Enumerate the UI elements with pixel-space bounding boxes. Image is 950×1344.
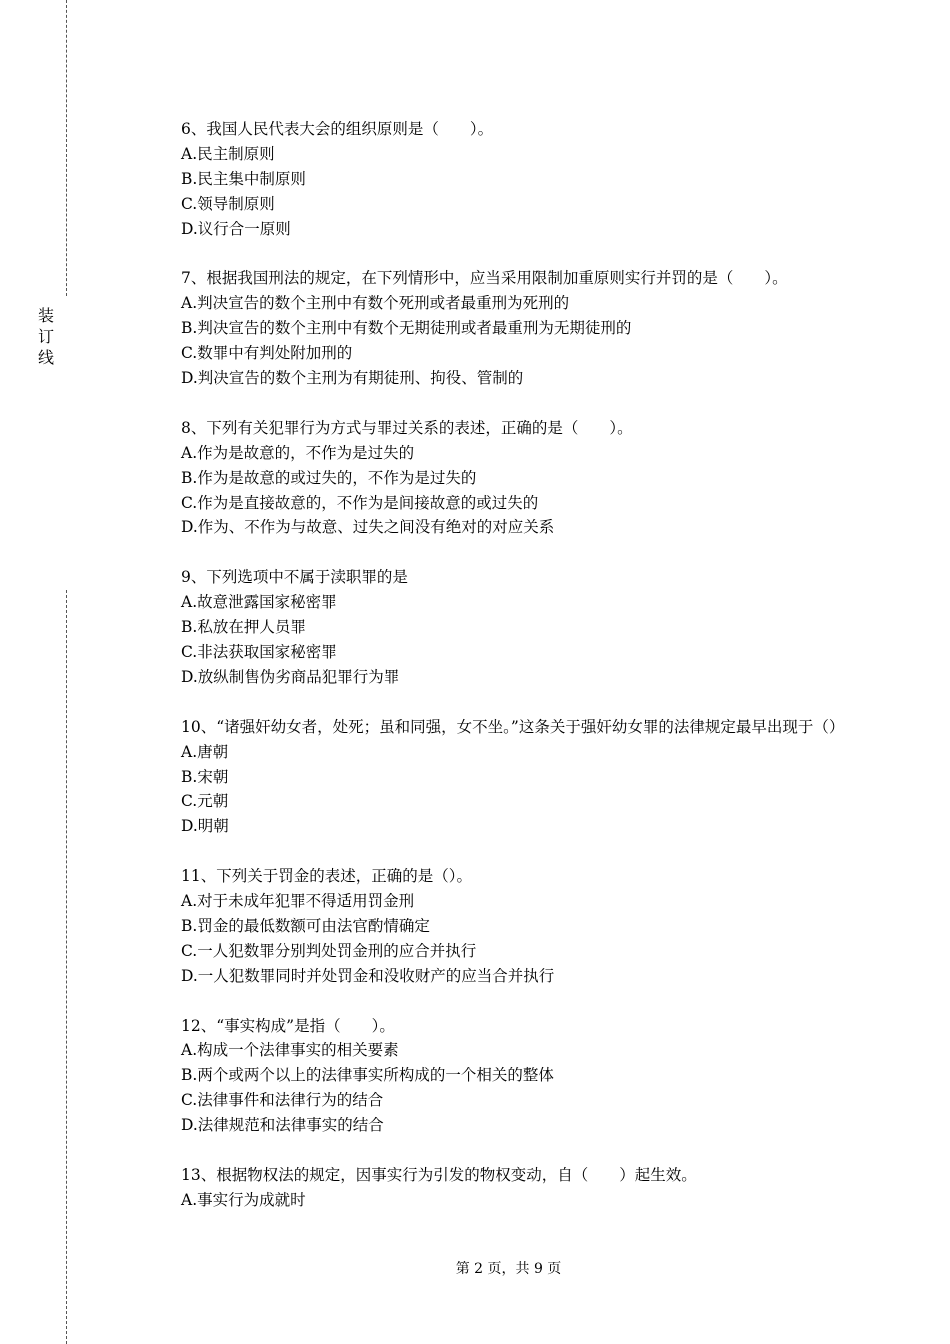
page-footer: 第 2 页，共 9 页 bbox=[455, 1261, 562, 1277]
question-option: C.作为是直接故意的，不作为是间接故意的或过失的 bbox=[181, 493, 539, 512]
question-option: C.一人犯数罪分别判处罚金刑的应合并执行 bbox=[181, 941, 477, 960]
question-option: A.对于未成年犯罪不得适用罚金刑 bbox=[181, 892, 415, 911]
question-option: A.故意泄露国家秘密罪 bbox=[181, 593, 337, 612]
question-option: D.法律规范和法律事实的结合 bbox=[181, 1116, 384, 1135]
question-option: B.民主集中制原则 bbox=[181, 169, 306, 188]
question-stem: 12、“事实构成”是指（ ）。 bbox=[181, 1016, 395, 1035]
question-option: D.放纵制售伪劣商品犯罪行为罪 bbox=[181, 667, 400, 686]
question-block bbox=[181, 715, 843, 840]
question-block bbox=[181, 416, 843, 541]
question-option: A.民主制原则 bbox=[181, 144, 275, 163]
binding-char: 订 bbox=[38, 327, 55, 346]
question-option: C.元朝 bbox=[181, 792, 229, 811]
question-stem: 7、根据我国刑法的规定，在下列情形中，应当采用限制加重原则实行并罚的是（ ）。 bbox=[181, 269, 788, 288]
question-option: A.事实行为成就时 bbox=[181, 1190, 306, 1209]
binding-char: 装 bbox=[38, 306, 55, 325]
question-stem: 6、我国人民代表大会的组织原则是（ ）。 bbox=[181, 120, 494, 138]
question-option: D.作为、不作为与故意、过失之间没有绝对的对应关系 bbox=[181, 518, 555, 537]
question-option: B.私放在押人员罪 bbox=[181, 618, 306, 637]
question-block bbox=[181, 117, 843, 242]
question-option: C.非法获取国家秘密罪 bbox=[181, 642, 337, 661]
question-block bbox=[181, 1163, 843, 1213]
question-option: A.作为是故意的，不作为是过失的 bbox=[181, 443, 415, 462]
question-option: B.宋朝 bbox=[181, 767, 229, 786]
question-block bbox=[181, 266, 843, 391]
question-option: C.数罪中有判处附加刑的 bbox=[181, 344, 353, 363]
binding-label bbox=[38, 305, 54, 368]
question-block bbox=[181, 565, 843, 690]
question-option: B.两个或两个以上的法律事实所构成的一个相关的整体 bbox=[181, 1066, 554, 1085]
question-option: A.唐朝 bbox=[181, 742, 229, 761]
question-stem: 9、下列选项中不属于渎职罪的是 bbox=[181, 568, 408, 587]
binding-line-bottom bbox=[66, 590, 67, 1344]
question-option: C.法律事件和法律行为的结合 bbox=[181, 1091, 384, 1110]
question-list bbox=[181, 117, 843, 1238]
question-option: B.判决宣告的数个主刑中有数个无期徒刑或者最重刑为无期徒刑的 bbox=[181, 319, 632, 338]
question-option: D.一人犯数罪同时并处罚金和没收财产的应当合并执行 bbox=[181, 966, 555, 985]
question-stem: 8、下列有关犯罪行为方式与罪过关系的表述，正确的是（ ）。 bbox=[181, 418, 633, 437]
question-option: D.议行合一原则 bbox=[181, 219, 291, 238]
question-stem: 10、“诸强奸幼女者，处死；虽和同强，女不坐。”这条关于强奸幼女罪的法律规定最早出现于（） bbox=[181, 717, 845, 736]
question-option: A.判决宣告的数个主刑中有数个死刑或者最重刑为死刑的 bbox=[181, 294, 570, 313]
question-option: D.判决宣告的数个主刑为有期徒刑、拘役、管制的 bbox=[181, 369, 524, 388]
binding-char: 线 bbox=[38, 348, 55, 367]
question-option: A.构成一个法律事实的相关要素 bbox=[181, 1041, 399, 1060]
binding-line-top bbox=[66, 0, 67, 296]
question-stem: 11、下列关于罚金的表述，正确的是（）。 bbox=[181, 867, 472, 886]
question-stem: 13、根据物权法的规定，因事实行为引发的物权变动，自（ ）起生效。 bbox=[181, 1165, 697, 1184]
question-option: B.作为是故意的或过失的，不作为是过失的 bbox=[181, 468, 477, 487]
question-option: B.罚金的最低数额可由法官酌情确定 bbox=[181, 916, 430, 935]
question-option: D.明朝 bbox=[181, 817, 229, 836]
question-block bbox=[181, 1014, 843, 1139]
question-block bbox=[181, 864, 843, 989]
question-option: C.领导制原则 bbox=[181, 194, 275, 213]
